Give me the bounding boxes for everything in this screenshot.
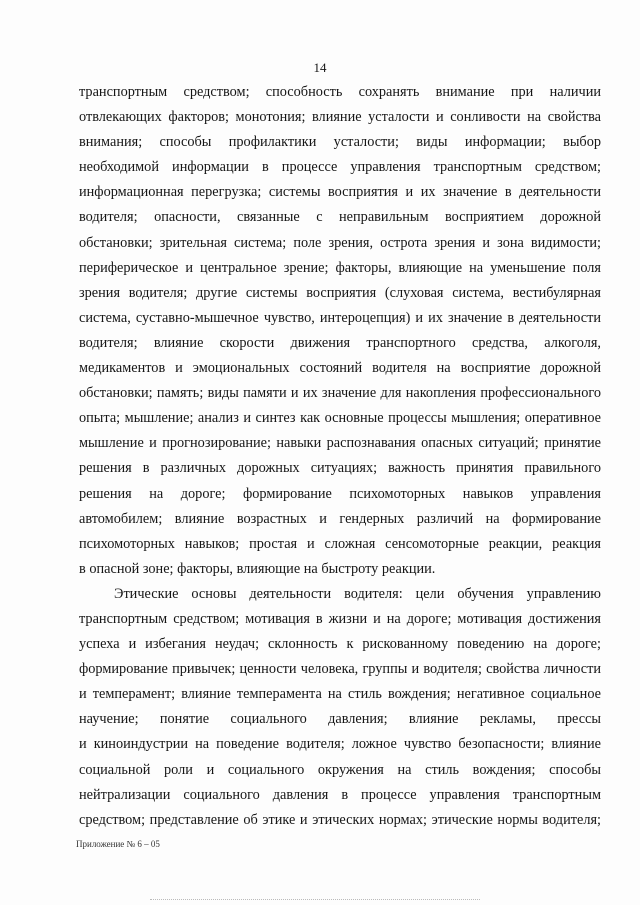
paragraph xyxy=(79,582,601,833)
text-line: научение; понятие социального давления; влияние рекламы, прессы xyxy=(79,711,601,728)
text-line: автомобилем; влияние возрастных и гендерных различий на формирование xyxy=(79,510,601,527)
page-number: 14 xyxy=(313,60,327,75)
text-line: и темперамент; влияние темперамента на стиль вождения; негативное социальное xyxy=(79,686,601,703)
text-line: решения в различных дорожных ситуациях; важность принятия правильного xyxy=(79,460,601,477)
text-line: транспортным средством; способность сохранять внимание при наличии xyxy=(79,84,601,100)
text-line: информационная перегрузка; системы восприятия и их значение в деятельности xyxy=(79,184,601,201)
text-line: отвлекающих факторов; монотония; влияние усталости и сонливости на свойства xyxy=(79,109,601,126)
text-line: медикаментов и эмоциональных состояний водителя на восприятие дорожной xyxy=(79,360,601,377)
text-line: формирование привычек; ценности человека, группы и водителя; свойства личности xyxy=(79,661,601,678)
text-line: периферическое и центральное зрение; факторы, влияющие на уменьшение поля xyxy=(79,259,601,276)
text-line: успеха и избегания неудач; склонность к рискованному поведению на дороге; xyxy=(79,636,601,653)
text-line: водителя; опасности, связанные с неправильным восприятием дорожной xyxy=(79,209,601,226)
text-line: зрения водителя; другие системы восприятия (слуховая система, вестибулярная xyxy=(79,284,601,301)
text-line: средством; представление об этике и этических нормах; этические нормы водителя; xyxy=(79,811,601,828)
text-line: обстановки; зрительная система; поле зрения, острота зрения и зона видимости; xyxy=(79,234,601,251)
scan-edge-mark xyxy=(150,899,480,900)
text-line: необходимой информации в процессе управления транспортным средством; xyxy=(79,159,601,176)
text-line: Этические основы деятельности водителя: цели обучения управлению xyxy=(114,585,601,602)
page-footer: Приложение № 6 – 05 xyxy=(76,839,160,849)
text-line: в опасной зоне; факторы, влияющие на быстроту реакции. xyxy=(79,560,436,577)
text-line: решения на дороге; формирование психомоторных навыков управления xyxy=(79,485,601,502)
text-line: водителя; влияние скорости движения транспортного средства, алкоголя, xyxy=(79,334,601,351)
text-line: мышление и прогнозирование; навыки распознавания опасных ситуаций; принятие xyxy=(79,435,601,452)
text-line: транспортным средством; мотивация в жизни и на дороге; мотивация достижения xyxy=(79,610,601,627)
text-line: и киноиндустрии на поведение водителя; ложное чувство безопасности; влияние xyxy=(79,736,601,753)
text-line: социальной роли и социального окружения на стиль вождения; способы xyxy=(79,761,601,778)
text-line: внимания; способы профилактики усталости; виды информации; выбор xyxy=(79,134,601,151)
paragraph xyxy=(79,80,601,582)
text-line: нейтрализации социального давления в процессе управления транспортным xyxy=(79,786,601,803)
text-line: опыта; мышление; анализ и синтез как основные процессы мышления; оперативное xyxy=(79,410,601,427)
text-line: система, суставно-мышечное чувство, интероцепция) и их значение в деятельности xyxy=(79,309,601,326)
text-line: обстановки; память; виды памяти и их значение для накопления профессионального xyxy=(79,385,601,402)
body-text xyxy=(79,80,601,833)
text-line: психомоторных навыков; простая и сложная сенсомоторные реакции, реакция xyxy=(79,535,601,552)
